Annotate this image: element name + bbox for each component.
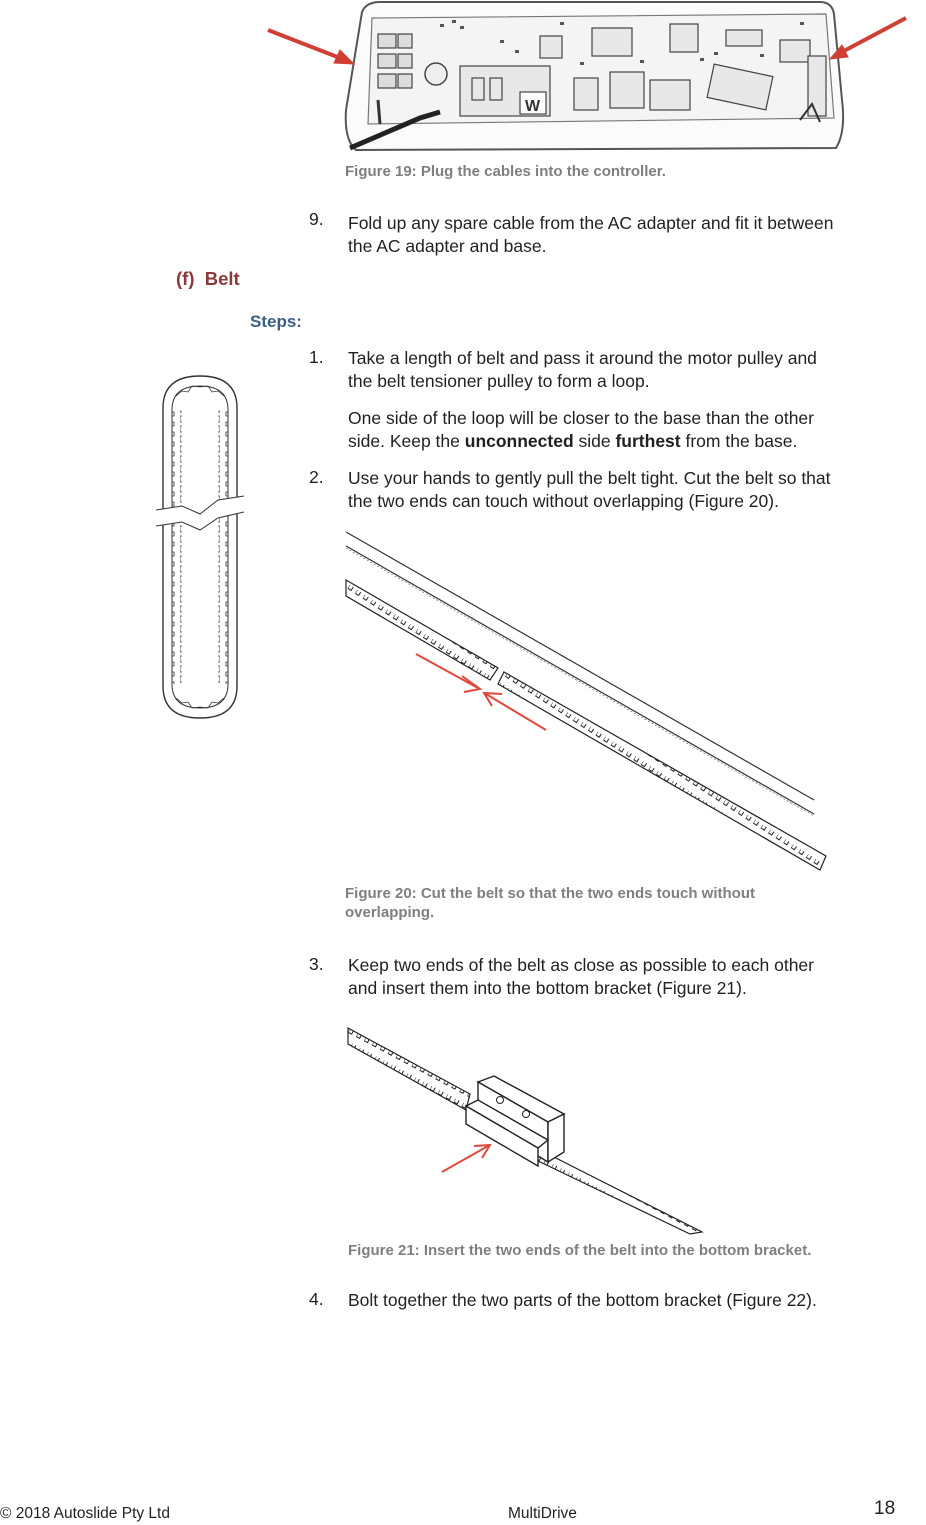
step-9-text [348,212,833,258]
step-2-number: 2. [309,467,324,487]
section-label: (f) [176,268,195,289]
footer-copyright: © 2018 Autoslide Pty Ltd [0,1505,170,1522]
step-4-text: Bolt together the two parts of the bottom bracket (Figure 22). [348,1290,817,1310]
note-unconnected: unconnected [464,431,574,451]
step-1-note-line-1: One side of the loop will be closer to the base than the other [348,408,814,428]
step-1-note [348,407,814,453]
step-3-line-1: Keep two ends of the belt as close as possible to each other [348,955,814,975]
page-number: 18 [874,1498,896,1519]
step-9-number: 9. [309,209,324,229]
step-1-note-line-2 [348,430,814,453]
step-1-line-2: the belt tensioner pulley to form a loop. [348,371,650,391]
figure-19-caption: Figure 19: Plug the cables into the controller. [345,163,666,180]
section-title: Belt [204,268,240,289]
note-text-a: side. Keep the [348,431,465,451]
step-1-text [348,347,817,393]
note-text-e: from the base. [680,431,798,451]
step-3-text [348,954,814,1000]
steps-heading: Steps: [250,312,302,331]
step-3-number: 3. [309,954,324,974]
step-3-line-2: and insert them into the bottom bracket (Figure 21). [348,978,747,998]
figure-20-caption-line-2: overlapping. [345,904,435,921]
footer-product: MultiDrive [508,1505,577,1522]
step-9-line-1: Fold up any spare cable from the AC adapter and fit it between [348,213,834,233]
figure-20-caption [345,884,755,922]
step-2-line-2: the two ends can touch without overlapping (Figure 20). [348,491,779,511]
step-1-number: 1. [309,347,324,367]
figure-20-caption-line-1: Figure 20: Cut the belt so that the two ends touch without [345,885,755,902]
note-text-c: side [573,431,616,451]
step-2-text [348,467,831,513]
step-9-line-2: the AC adapter and base. [348,236,547,256]
note-furthest: furthest [615,431,681,451]
step-4-number: 4. [309,1289,324,1309]
step-2-line-1: Use your hands to gently pull the belt tight. Cut the belt so that [348,468,831,488]
step-1-line-1: Take a length of belt and pass it around the motor pulley and [348,348,817,368]
figure-21-caption: Figure 21: Insert the two ends of the belt into the bottom bracket. [348,1242,812,1259]
board-w-marking: W [525,98,541,115]
controller-board-figure [0,0,926,160]
section-heading [176,268,240,290]
